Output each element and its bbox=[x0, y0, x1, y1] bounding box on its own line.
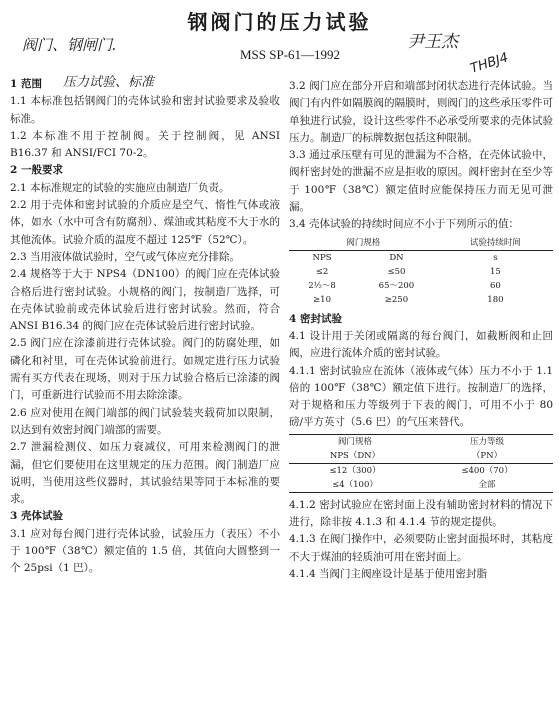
table-cell: ≥10 bbox=[313, 294, 331, 305]
table-row bbox=[289, 478, 553, 493]
paragraph: 2.3 当用液体做试验时，空气或气体应充分排除。 bbox=[10, 250, 241, 263]
left-column bbox=[10, 76, 280, 578]
section-heading: 1 范围 bbox=[10, 78, 42, 90]
document-title: 钢阀门的压力试验 bbox=[187, 10, 372, 34]
pressure-class-table bbox=[289, 434, 553, 493]
table-header: 阀门规格 bbox=[289, 236, 438, 251]
test-duration-table bbox=[289, 236, 553, 307]
paragraph: 3.4 壳体试验的持续时间应不小于下列所示的值： bbox=[289, 218, 520, 231]
table-cell: 65～200 bbox=[378, 280, 415, 291]
paragraph: 3.3 通过承压壁有可见的泄漏为不合格，在壳体试验中，阀杆密封处的泄漏不应是拒收的原因。阀杆密封在至少等于 100℉（38℃）额定值时应能保持压力而无见可泄漏。 bbox=[289, 149, 553, 214]
section-heading: 2 一般要求 bbox=[10, 164, 63, 177]
table-row bbox=[289, 279, 553, 293]
table-row bbox=[289, 293, 553, 307]
table-cell: ≤4（100） bbox=[332, 479, 378, 490]
table-cell: ≤50 bbox=[387, 266, 406, 277]
paragraph: 3.1 应对每台阀门进行壳体试验，试验压力（表压）不小于 100℉（38℃）额定值的 1.5 倍，其值向大圆整到一个 25psi（1 巴）。 bbox=[10, 527, 280, 575]
table-row bbox=[289, 434, 553, 449]
table-cell: ≤12（300） bbox=[329, 465, 381, 476]
table-row bbox=[289, 449, 553, 464]
table-cell: 60 bbox=[490, 280, 501, 291]
table-row bbox=[289, 250, 553, 265]
table-cell: ≥250 bbox=[384, 294, 409, 305]
handwritten-note-topic: 压力试验、标准 bbox=[63, 75, 155, 90]
table-header: 试验持续时间 bbox=[438, 236, 553, 251]
table-header: NPS（DN） bbox=[289, 449, 421, 464]
table-header: 阀门规格 bbox=[337, 436, 372, 447]
table-cell: ≤2 bbox=[315, 266, 329, 277]
table-cell: NPS bbox=[312, 252, 332, 263]
table-row bbox=[289, 265, 553, 279]
handwritten-note-name: 尹王杰 bbox=[407, 32, 458, 52]
paragraph: 2.7 泄漏检测仪、如压力衰减仪，可用来检测阀门的泄漏，但它们要使用在这里规定的压力范围。阀门制造厂应说明，当使用这些仪器时，其试验结果等同于本标准的要求。 bbox=[10, 441, 280, 506]
handwritten-note-code: THBJ4 bbox=[468, 50, 511, 77]
section-heading: 4 密封试验 bbox=[289, 312, 342, 325]
table-row bbox=[289, 463, 553, 478]
table-cell: 15 bbox=[490, 266, 501, 277]
table-cell: 2½～8 bbox=[308, 280, 336, 291]
paragraph: 4.1.1 密封试验应在流体（液体或气体）压力不小于 1.1 倍的 100℉（38℃）额定值下进行。按制造厂的选择，对于规格和压力等级列于下表的阀门，可用不小于 80 磅/平方英寸（5.6 巴）的气压来替代。 bbox=[289, 364, 553, 429]
paragraph: 4.1.2 密封试验应在密封面上没有辅助密封材料的情况下进行，除非按 4.1.3 和 4.1.4 节的规定提供。 bbox=[289, 498, 553, 529]
table-header: 压力等级 bbox=[469, 436, 504, 447]
table-cell: ≤400（70） bbox=[461, 465, 513, 476]
paragraph: 4.1.3 在阀门操作中，必须要防止密封面损坏时，其粘度不大于煤油的轻质油可用在密封面上。 bbox=[289, 533, 553, 563]
paragraph: 1.2 本标准不用于控制阀。关于控制阀，见 ANSI B16.37 和 ANSI/FCI 70-2。 bbox=[10, 129, 280, 160]
handwritten-note-category: 阀门、钢闸门. bbox=[22, 36, 117, 54]
standard-number: MSS SP-61—1992 bbox=[239, 47, 341, 62]
paragraph: 4.1.4 当阀门主阀座设计是基于使用密封脂 bbox=[289, 567, 488, 580]
section-heading: 3 壳体试验 bbox=[10, 510, 63, 523]
paragraph: 2.4 规格等于大于 NPS4（DN100）的阀门应在壳体试验合格后进行密封试验。小规格的阀门，按制造厂选择，可在壳体试验前或壳体试验后进行密封试验。然而，符合 ANSI B16.34 的阀门应在壳体试验后进行密封试验。 bbox=[10, 268, 280, 333]
paragraph: 2.5 阀门应在涂漆前进行壳体试验。阀门的防腐处理，如磷化和衬里，可在壳体试验前进行。如规定进行压力试验需有买方代表在现场，则对于压力试验合格后已涂漆的阀门，可重新进行试验而不用去除涂漆。 bbox=[10, 337, 280, 402]
paragraph: 3.2 阀门应在部分开启和端部封闭状态进行壳体试验。当阀门有内件如隔膜阀的隔膜时，则阀门的这些承压零件可单独进行试验，设计这些零件不必承受所要求的壳体试验压力。制造厂的标牌数据包括这种限制。 bbox=[289, 80, 553, 144]
table-header: （PN） bbox=[421, 449, 553, 464]
paragraph: 2.6 应对使用在阀门端部的阀门试验装夹载荷加以限制，以达到有效密封阀门端部的需要。 bbox=[10, 406, 280, 436]
paragraph: 4.1 设计用于关闭或隔离的每台阀门，如截断阀和止回阀，应进行流体介质的密封试验。 bbox=[289, 329, 553, 360]
right-column bbox=[289, 78, 553, 583]
paragraph: 2.1 本标准规定的试验的实施应由制造厂负责。 bbox=[10, 181, 230, 194]
table-cell: 全部 bbox=[478, 479, 496, 490]
paragraph: 1.1 本标准包括钢阀门的壳体试验和密封试验要求及验收标准。 bbox=[10, 95, 280, 125]
table-cell: 180 bbox=[487, 294, 504, 305]
table-cell: s bbox=[493, 252, 498, 263]
paragraph: 2.2 用于壳体和密封试验的介质应是空气、惰性气体或液体，如水（水中可含有防腐剂）、煤油或其粘度不大于水的其他流体。试验介质的温度不超过 125℉（52℃）。 bbox=[10, 199, 280, 246]
table-cell: DN bbox=[389, 252, 404, 263]
